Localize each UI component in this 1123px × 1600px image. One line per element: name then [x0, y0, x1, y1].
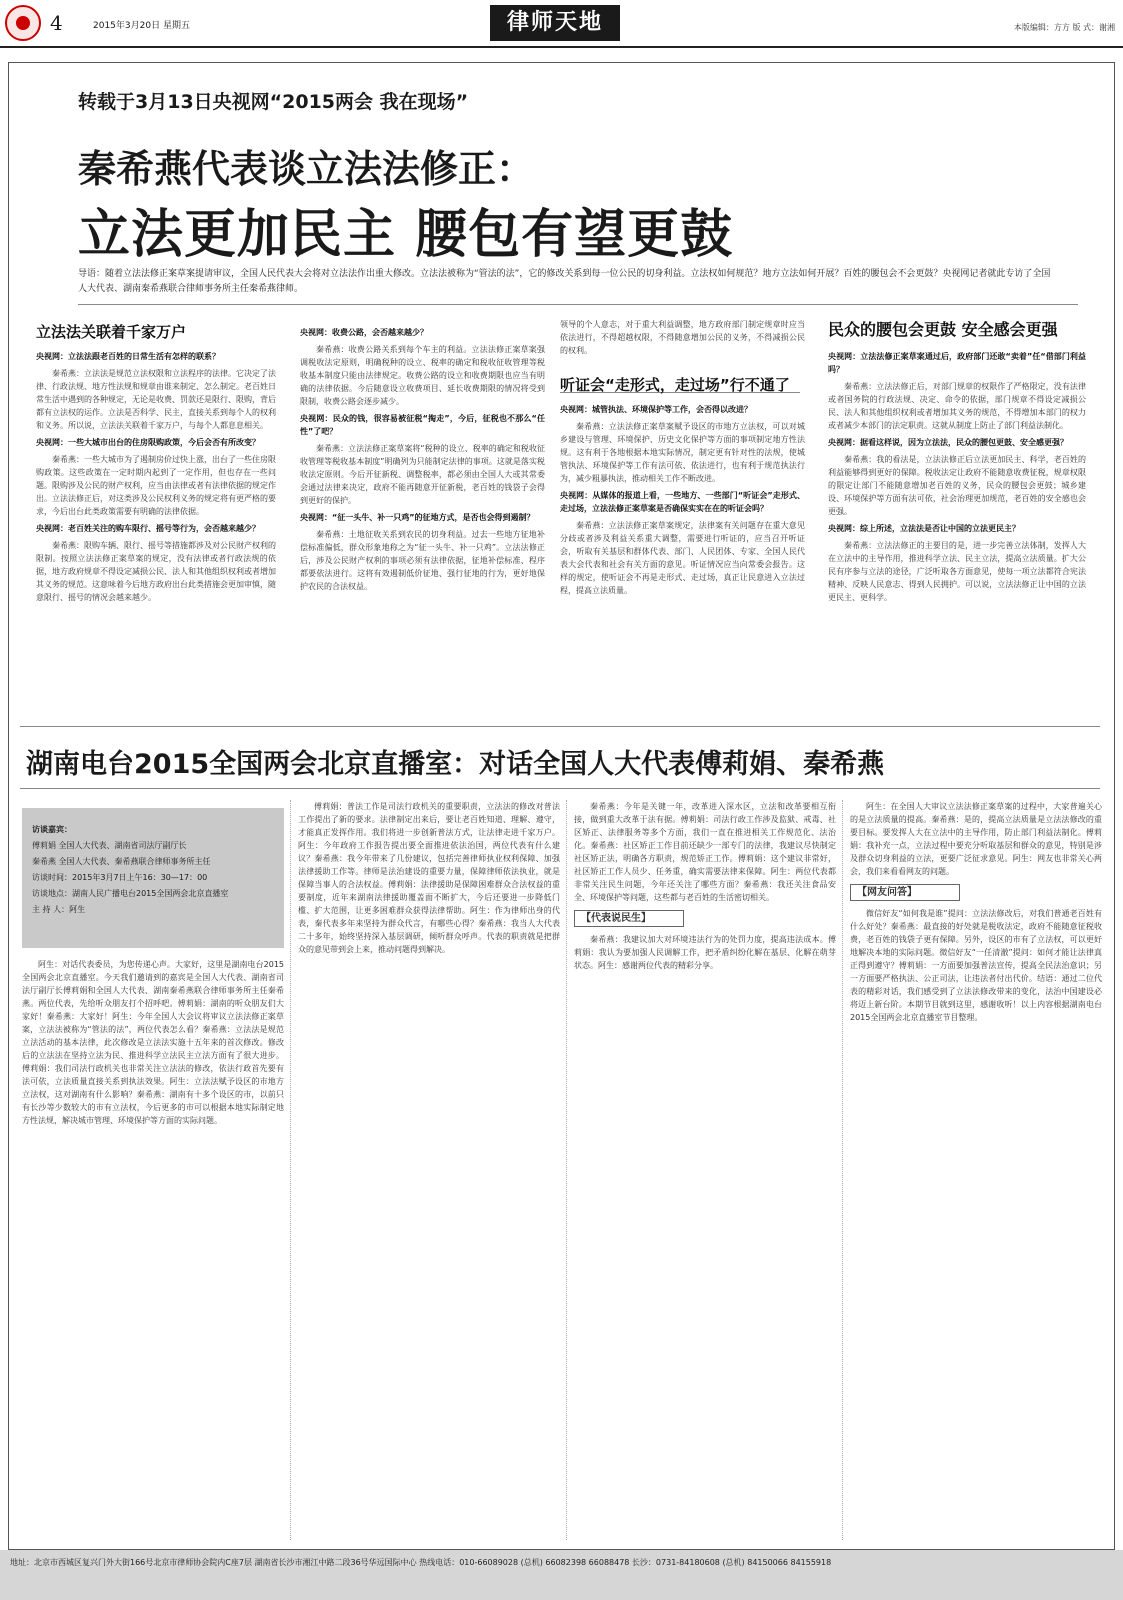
- question: 央视网：立法法修正案草案通过后，政府部门还敢“卖着”任“借部门利益吗？: [828, 352, 1086, 374]
- paragraph: 阿生：在全国人大审议立法法修正案草案的过程中，大家普遍关心的是立法质量的提高。秦希燕：是的，提高立法质量是立法法修改的重要目标。要发挥人大在立法中的主导作用，防止部门利益法制化。傅莉娟：我补充一点，立法过程中要充分听取基层和群众的意见，特别是涉及群众切身利益的立法，更要广泛征求意见。阿生：网友也非常关心两会，我们来看看网友的问题。: [850, 802, 1102, 876]
- paragraph: 秦希燕：我建议加大对环境违法行为的处罚力度，提高违法成本。傅莉娟：我认为要加强人民调解工作，把矛盾纠纷化解在基层、化解在萌芽状态。阿生：感谢两位代表的精彩分享。: [574, 935, 836, 970]
- guest-1: 傅莉娟 全国人大代表、湖南省司法厅副厅长: [32, 841, 187, 850]
- section-box-label: 【代表说民生】: [574, 910, 684, 927]
- answer: 秦希燕：收费公路关系到每个车主的利益。立法法修正案草案强调税收法定原则，明确税种的设立、税率的确定和税收征收管理等税收基本制度只能由法律规定。收费公路的设立和收费期限也应当有明确的法律依据。今后随意设立收费项目、延长收费期限的情况将受到限制，收费公路会逐步减少。: [300, 345, 545, 406]
- paragraph: 阿生：对话代表委员，为您传递心声。大家好，这里是湖南电台2015全国两会北京直播室。今天我们邀请到的嘉宾是全国人大代表、湖南省司法厅副厅长傅莉娟和全国人大代表、湖南秦希燕联合律师事务所主任秦希燕。两位代表，先给听众朋友打个招呼吧。傅莉娟：湖南的听众朋友们大家好！秦希燕：大家好！阿生：今年全国人大会议将审议立法法修正案草案，立法法被称为“管法的法”，两位代表怎么看？秦希燕：立法法是规范立法活动的基本法律，此次修改是立法法实施十五年来的首次修改。修改后的立法法在坚持立法为民、推进科学立法民主立法方面有了很大进步。傅莉娟：我们司法行政机关也非常关注立法法的修改，依法行政首先要有法可依，立法质量直接关系到执法效果。阿生：立法法赋予设区的市地方立法权，这对湖南有什么影响？秦希燕：湖南有十多个设区的市，以前只有长沙等少数较大的市有立法权，今后更多的市可以根据本地实际制定地方性法规，解决城市管理、环境保护等方面的实际问题。: [22, 960, 284, 1125]
- answer: 秦希燕：立法法修正后，对部门规章的权限作了严格限定，没有法律或者国务院的行政法规、决定、命令的依据，部门规章不得设定减损公民、法人和其他组织权利或者增加其义务的规范，不得增加本部门的权力或者减少本部门的法定职责。这就从制度上防止了部门利益法制化。: [828, 382, 1086, 430]
- interview-time: 访谈时间：2015年3月7日上午16：30—17：00: [32, 873, 208, 882]
- section-masthead: 律师天地: [490, 5, 620, 41]
- answer: 秦希燕：立法法修正案草案规定，法律案有关问题存在重大意见分歧或者涉及利益关系重大调整，需要进行听证的，应当召开听证会，听取有关基层和群体代表、部门、人民团体、专家、全国人民代表大会代表和社会有关方面的意见。听证情况应当向常委会报告。这样的规定，使听证会不再是走形式、走过场，真正让民意进入立法过程，提高立法质量。: [560, 521, 805, 595]
- newspaper-logo-icon: [5, 5, 41, 41]
- article1-column-2: [300, 326, 545, 718]
- issue-date: 2015年3月20日 星期五: [93, 21, 190, 31]
- question: 央视网：据看这样说，因为立法法，民众的腰包更鼓、安全感更强？: [828, 438, 1068, 447]
- paragraph: 秦希燕：今年是关键一年，改革进入深水区，立法和改革要相互衔接，做到重大改革于法有据。傅莉娟：司法行政工作涉及监狱、戒毒、社区矫正、法律服务等多个方面，我们一直在推进相关工作规范化、法治化。秦希燕：社区矫正工作目前还缺少一部专门的法律，我建议尽快制定社区矫正法，明确各方职责，规范矫正工作。傅莉娟：这个建议非常好，社区矫正工作人员少、任务重，确实需要法律来保障。阿生：两位代表都非常关注民生问题，今年还关注了哪些方面？秦希燕：我还关注食品安全、环境保护等问题，这些都与老百姓的生活密切相关。: [574, 802, 836, 902]
- article1-title-line2: 立法更加民主 腰包有望更鼓: [78, 205, 734, 265]
- article1-kicker: 转载于3月13日央视网“2015两会 我在现场”: [78, 91, 469, 113]
- question: 央视网：综上所述，立法法是否让中国的立法更民主？: [828, 524, 1020, 533]
- article2-column-2: [298, 800, 560, 1543]
- editors-credit: 本版编辑：方方 版 式：谢湘: [1013, 23, 1115, 32]
- paragraph: 傅莉娟：普法工作是司法行政机关的重要职责，立法法的修改对普法工作提出了新的要求。法律制定出来后，要让老百姓知道、理解、遵守，才能真正发挥作用。我们将进一步创新普法方式，让法律走进千家万户。阿生：今年政府工作报告提出要全面推进依法治国，两位代表有什么建议？秦希燕：我今年带来了几份建议，包括完善律师执业权利保障、加强法律援助工作等。律师是法治建设的重要力量，保障律师依法执业，就是保障当事人的合法权益。傅莉娟：法律援助是保障困难群众合法权益的重要制度，近年来湖南法律援助覆盖面不断扩大，今后还要进一步降低门槛、扩大范围，让更多困难群众获得法律帮助。阿生：作为律师出身的代表，秦代表多年来坚持为群众代言，有哪些心得？秦希燕：我当人大代表二十多年，始终坚持深入基层调研，倾听群众呼声。代表的职责就是把群众的意见带到会上来，推动问题得到解决。: [298, 802, 560, 954]
- answer: 秦希燕：土地征收关系到农民的切身利益。过去一些地方征地补偿标准偏低，群众形象地称之为“征一头牛、补一只鸡”。立法法修正后，涉及公民财产权利的事项必须有法律依据，征地补偿标准、程序都要依法进行。这将有效遏制低价征地、强行征地的行为，更好地保护农民的合法权益。: [300, 530, 545, 591]
- column-divider: [566, 800, 567, 1540]
- answer: 秦希燕：限购车辆、限行、摇号等措施都涉及对公民财产权利的限制。按照立法法修正案草案的规定，没有法律或者行政法规的依据，地方政府规章不得设定减损公民、法人和其他组织权利或者增加其义务的规范。这意味着今后地方政府出台此类措施会更加审慎，随意限行、摇号的情况会越来越少。: [36, 541, 276, 602]
- article2-column-4: [850, 800, 1102, 1543]
- answer: 秦希燕：立法法修正的主要目的是，进一步完善立法体制，发挥人大在立法中的主导作用，推进科学立法、民主立法，提高立法质量。扩大公民有序参与立法的途径，广泛听取各方面意见，使每一项立法都符合宪法精神、反映人民意志、得到人民拥护。可以说，立法法修正让中国的立法更民主、更科学。: [828, 541, 1086, 602]
- interview-info-box: [22, 808, 284, 948]
- page-header: [0, 0, 1123, 48]
- divider: [20, 726, 1100, 727]
- paragraph: 微信好友“如何我是谁”提问：立法法修改后，对我们普通老百姓有什么好处？秦希燕：最直接的好处就是税收法定，政府不能随意征税收费，老百姓的钱袋子更有保障。另外，设区的市有了立法权，可以更好地解决本地的实际问题。微信好友“一任清澈”提问：如何才能让法律真正得到遵守？傅莉娟：一方面要加强普法宣传，提高全民法治意识；另一方面要严格执法、公正司法，让违法者付出代价。结语：通过二位代表的精彩对话，我们感受到了立法法修改带来的变化，法治中国建设必将迈上新台阶。本期节目就到这里，感谢收听！以上内容根据湖南电台2015全国两会北京直播室节目整理。: [850, 909, 1102, 1022]
- answer: 秦希燕：立法法是规范立法权限和立法程序的法律。它决定了法律、行政法规、地方性法规和规章由谁来制定、怎么制定。老百姓日常生活中遇到的各种规定，无论是收费、罚款还是限行、限购，背后都有立法权的运作。立法是否科学、民主，直接关系到每个人的权利和义务。所以说，立法法关联着千家万户，与每个人都息息相关。: [36, 369, 276, 430]
- page-number: 4: [50, 11, 63, 35]
- article1-lead: 导语：随着立法法修正案草案提请审议，全国人民代表大会将对立法法作出重大修改。立法法被称为“管法的法”，它的修改关系到每一位公民的切身利益。立法权如何规范？地方立法如何开展？百姓的腰包会不会更鼓？央视网记者就此专访了全国人大代表、湖南秦希燕联合律师事务所主任秦希燕律师。: [78, 269, 1051, 294]
- question: 央视网：一些大城市出台的住房限购政策，今后会否有所改变？: [36, 438, 260, 447]
- page-footer: 地址：北京市西城区复兴门外大街166号北京市律师协会院内C座7层 湖南省长沙市湘江中路二段36号华远国际中心 热线电话：010-66089028 (总机) 66082398 66088478 长沙：0731-84180608 (总机) 84150066 84155918: [0, 1550, 1123, 1600]
- article2-column-1: [22, 958, 284, 1543]
- article1-column-3: [560, 318, 805, 718]
- article1-column-4: [828, 318, 1086, 718]
- article1-title-line1: 秦希燕代表谈立法法修正：: [78, 147, 535, 191]
- guest-2: 秦希燕 全国人大代表、秦希燕联合律师事务所主任: [32, 857, 211, 866]
- interview-host: 主 持 人：阿生: [32, 905, 86, 914]
- paragraph: 领导的个人意志，对于重大利益调整，地方政府部门制定规章时应当依法进行，不得超越权限，不得随意增加公民的义务，不得减损公民的权利。: [560, 320, 805, 355]
- question: 央视网：城管执法、环境保护等工作，会否得以改进？: [560, 405, 752, 414]
- question: 央视网：从媒体的报道上看，一些地方、一些部门“听证会”走形式、走过场，立法法修正案草案是否确保实实在在的听证会吗？: [560, 491, 805, 513]
- answer: 秦希燕：立法法修正案草案将“税种的设立、税率的确定和税收征收管理等税收基本制度”明确列为只能制定法律的事项。这就是落实税收法定原则。今后开征新税、调整税率，都必须由全国人大或其常委会通过法律来决定，政府不能再随意开征新税，老百姓的钱袋子会得到更好的保护。: [300, 444, 545, 505]
- article1-column-1: [36, 318, 276, 718]
- divider: [78, 304, 1078, 305]
- article2-title: 湖南电台2015全国两会北京直播室：对话全国人大代表傅莉娟、秦希燕: [26, 749, 885, 780]
- question: 央视网：收费公路，会否越来越少？: [300, 328, 428, 337]
- question: 央视网：“征一头牛、补一只鸡”的征地方式，是否也会得到遏制？: [300, 513, 535, 522]
- column-divider: [290, 800, 291, 1540]
- answer: 秦希燕：我的看法是，立法法修正后立法更加民主、科学，老百姓的利益能够得到更好的保障。税收法定让政府不能随意收费征税，规章权限的限定让部门不能随意增加老百姓的义务，民众的腰包会更鼓；城乡建设、环境保护等方面有法可依，社会治理更加规范，老百姓的安全感也会更强。: [828, 455, 1086, 516]
- section-box-label: 【网友问答】: [850, 884, 960, 901]
- answer: 秦希燕：立法法修正案草案赋予设区的市地方立法权，可以对城乡建设与管理、环境保护、历史文化保护等方面的事项制定地方性法规。这有利于各地根据本地实际情况，制定更有针对性的法规，使城管执法、环境保护等工作有法可依、依法进行，也有利于规范执法行为，减少粗暴执法，推动相关工作不断改进。: [560, 422, 805, 483]
- divider: [20, 788, 1100, 789]
- guests-label: 访谈嘉宾：: [32, 825, 72, 834]
- column-heading: 立法法关联着千家万户: [36, 323, 187, 341]
- column-divider: [842, 800, 843, 1540]
- question: 央视网：民众的钱，很容易被征税“掏走”，今后，征税也不那么“任性”了吧？: [300, 414, 545, 436]
- column-heading: 民众的腰包会更鼓 安全感会更强: [828, 320, 1058, 339]
- question: 央视网：立法法跟老百姓的日常生活有怎样的联系？: [36, 352, 220, 361]
- column-heading: 听证会“走形式，走过场”行不通了: [560, 376, 790, 394]
- interview-place: 访谈地点：湖南人民广播电台2015全国两会北京直播室: [32, 889, 229, 898]
- answer: 秦希燕：一些大城市为了遏制房价过快上涨，出台了一些住房限购政策。这些政策在一定时期内起到了一定作用，但也存在一些问题。限购涉及公民的财产权利，应当由法律或者有法律依据的规定作出。立法法修正后，对这类涉及公民权利义务的规定将有更严格的要求，今后出台此类政策需要有明确的法律依据。: [36, 455, 276, 516]
- question: 央视网：老百姓关注的购车限行、摇号等行为，会否越来越少？: [36, 524, 260, 533]
- article2-column-3: [574, 800, 836, 1543]
